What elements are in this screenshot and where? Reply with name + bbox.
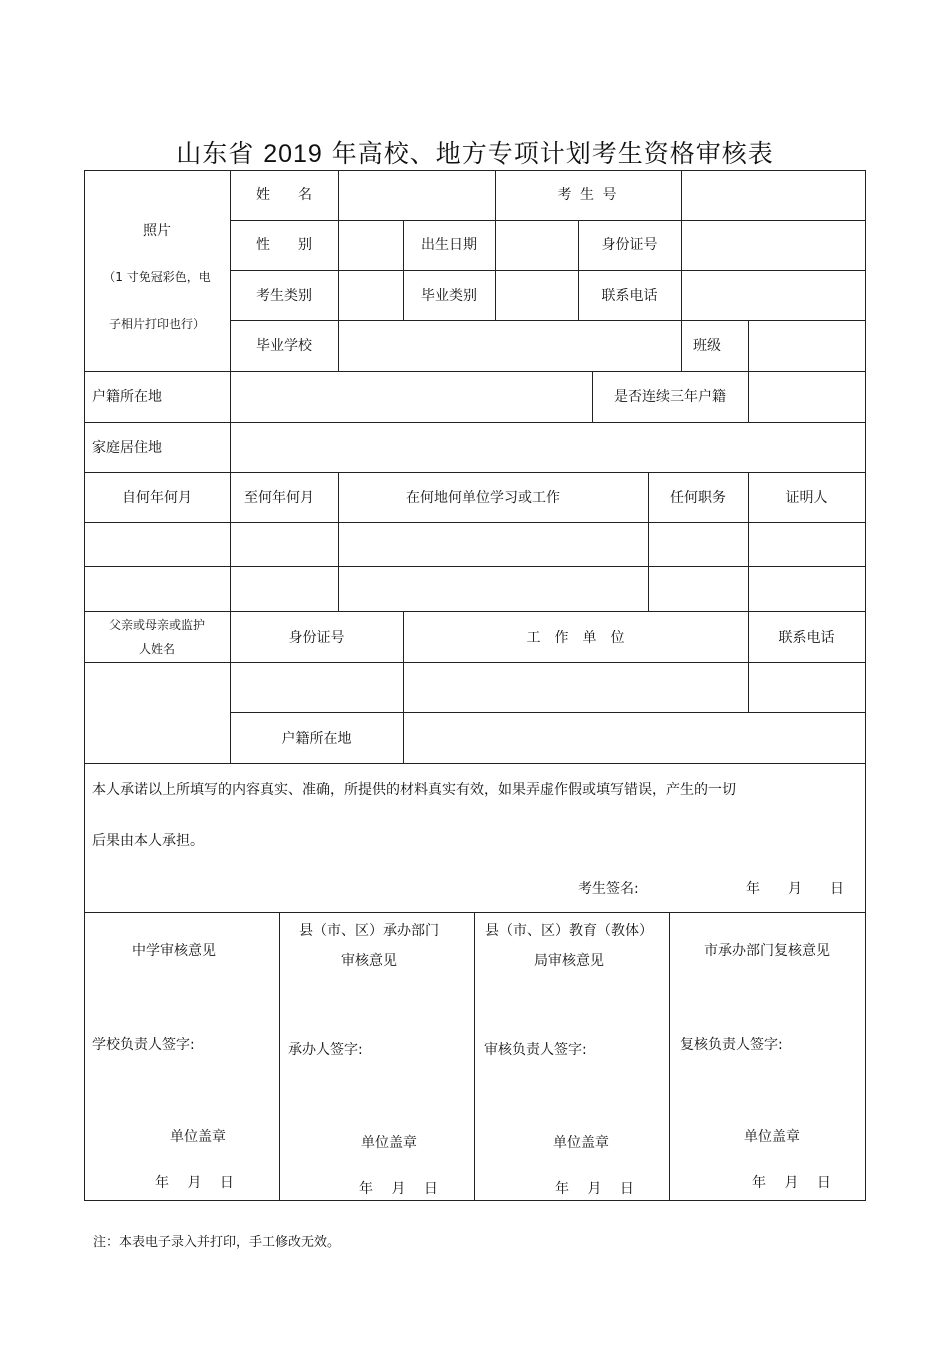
review-4-date: 年 月 日 [752, 1175, 831, 1191]
review-1-signer: 学校负责人签字: [92, 1037, 195, 1053]
grid-line [84, 422, 866, 423]
birth-date-label: 出生日期 [421, 237, 477, 253]
review-3-title-line1: 县（市、区）教育（教体） [485, 923, 653, 939]
review-1-seal: 单位盖章 [170, 1129, 226, 1145]
id-number-label: 身份证号 [601, 237, 658, 253]
history-where-header: 在何地何单位学习或工作 [406, 490, 560, 506]
guardian-workplace-label: 工 作 单 位 [526, 630, 625, 646]
footnote: 注：本表电子录入并打印，手工修改无效。 [93, 1235, 341, 1250]
grid-line [230, 320, 866, 321]
review-4-seal: 单位盖章 [744, 1129, 800, 1145]
grid-line [84, 170, 866, 171]
title-prefix: 山东省 [176, 139, 255, 168]
grid-line [230, 712, 866, 713]
grid-line [230, 371, 231, 472]
grid-line [230, 220, 866, 221]
grid-line [84, 912, 866, 913]
review-3-seal: 单位盖章 [553, 1135, 609, 1151]
photo-hint-line2: 子相片打印也行） [108, 317, 205, 331]
history-position-header: 任何职务 [670, 490, 726, 506]
grid-line [403, 220, 404, 320]
guardian-name-label-line2: 人姓名 [138, 642, 175, 656]
review-2-signer: 承办人签字: [288, 1042, 363, 1058]
history-to-header: 至何年何月 [244, 490, 314, 506]
residence-label: 家庭居住地 [92, 440, 162, 456]
review-2-title-line2: 审核意见 [341, 953, 397, 969]
exam-number-label: 考 生 号 [557, 187, 619, 203]
candidate-signature-label: 考生签名: [578, 881, 639, 897]
grid-line [748, 320, 749, 371]
title-suffix: 年高校、地方专项计划考生资格审核表 [331, 139, 774, 168]
grid-line [84, 763, 866, 764]
review-3-signer: 审核负责人签字: [484, 1042, 587, 1058]
history-from-header: 自何年何月 [122, 490, 192, 506]
grid-line [230, 270, 866, 271]
gender-label: 性 别 [256, 237, 312, 253]
phone-label: 联系电话 [601, 288, 658, 304]
graduation-type-label: 毕业类别 [421, 288, 477, 304]
guardian-id-label: 身份证号 [288, 630, 345, 646]
review-2-date: 年 月 日 [359, 1181, 438, 1197]
hukou-label: 户籍所在地 [92, 389, 162, 405]
review-2-seal: 单位盖章 [361, 1135, 417, 1151]
three-year-hukou-label: 是否连续三年户籍 [614, 389, 726, 405]
photo-hint-line1: （1 寸免冠彩色，电 [103, 270, 211, 284]
review-3-date: 年 月 日 [555, 1181, 634, 1197]
grid-line [865, 170, 866, 1201]
page-title [0, 134, 950, 170]
name-label: 姓 名 [256, 187, 312, 203]
school-label: 毕业学校 [256, 338, 312, 354]
grid-line [748, 371, 749, 422]
title-year: 2019 [263, 140, 323, 168]
guardian-name-label-line1: 父亲或母亲或监护 [108, 618, 205, 632]
grid-line [84, 1200, 866, 1201]
grid-line [578, 220, 579, 320]
grid-line [748, 611, 749, 712]
grid-line [338, 170, 339, 371]
pledge-date: 年 月 日 [746, 881, 844, 897]
history-witness-header: 证明人 [785, 490, 828, 506]
class-label: 班级 [693, 338, 721, 354]
review-3-title-line2: 局审核意见 [534, 953, 604, 969]
candidate-category-label: 考生类别 [256, 288, 312, 304]
review-4-signer: 复核负责人签字: [680, 1037, 783, 1053]
guardian-hukou-label: 户籍所在地 [281, 731, 352, 747]
photo-label: 照片 [143, 223, 171, 239]
pledge-line2: 后果由本人承担。 [92, 833, 204, 849]
review-1-title: 中学审核意见 [132, 943, 216, 959]
review-4-title: 市承办部门复核意见 [704, 943, 830, 959]
pledge-line1: 本人承诺以上所填写的内容真实、准确，所提供的材料真实有效，如果弄虚作假或填写错误，产生的一切 [92, 782, 736, 798]
review-1-date: 年 月 日 [155, 1175, 234, 1191]
guardian-phone-label: 联系电话 [778, 630, 835, 646]
review-2-title-line1: 县（市、区）承办部门 [299, 923, 439, 939]
